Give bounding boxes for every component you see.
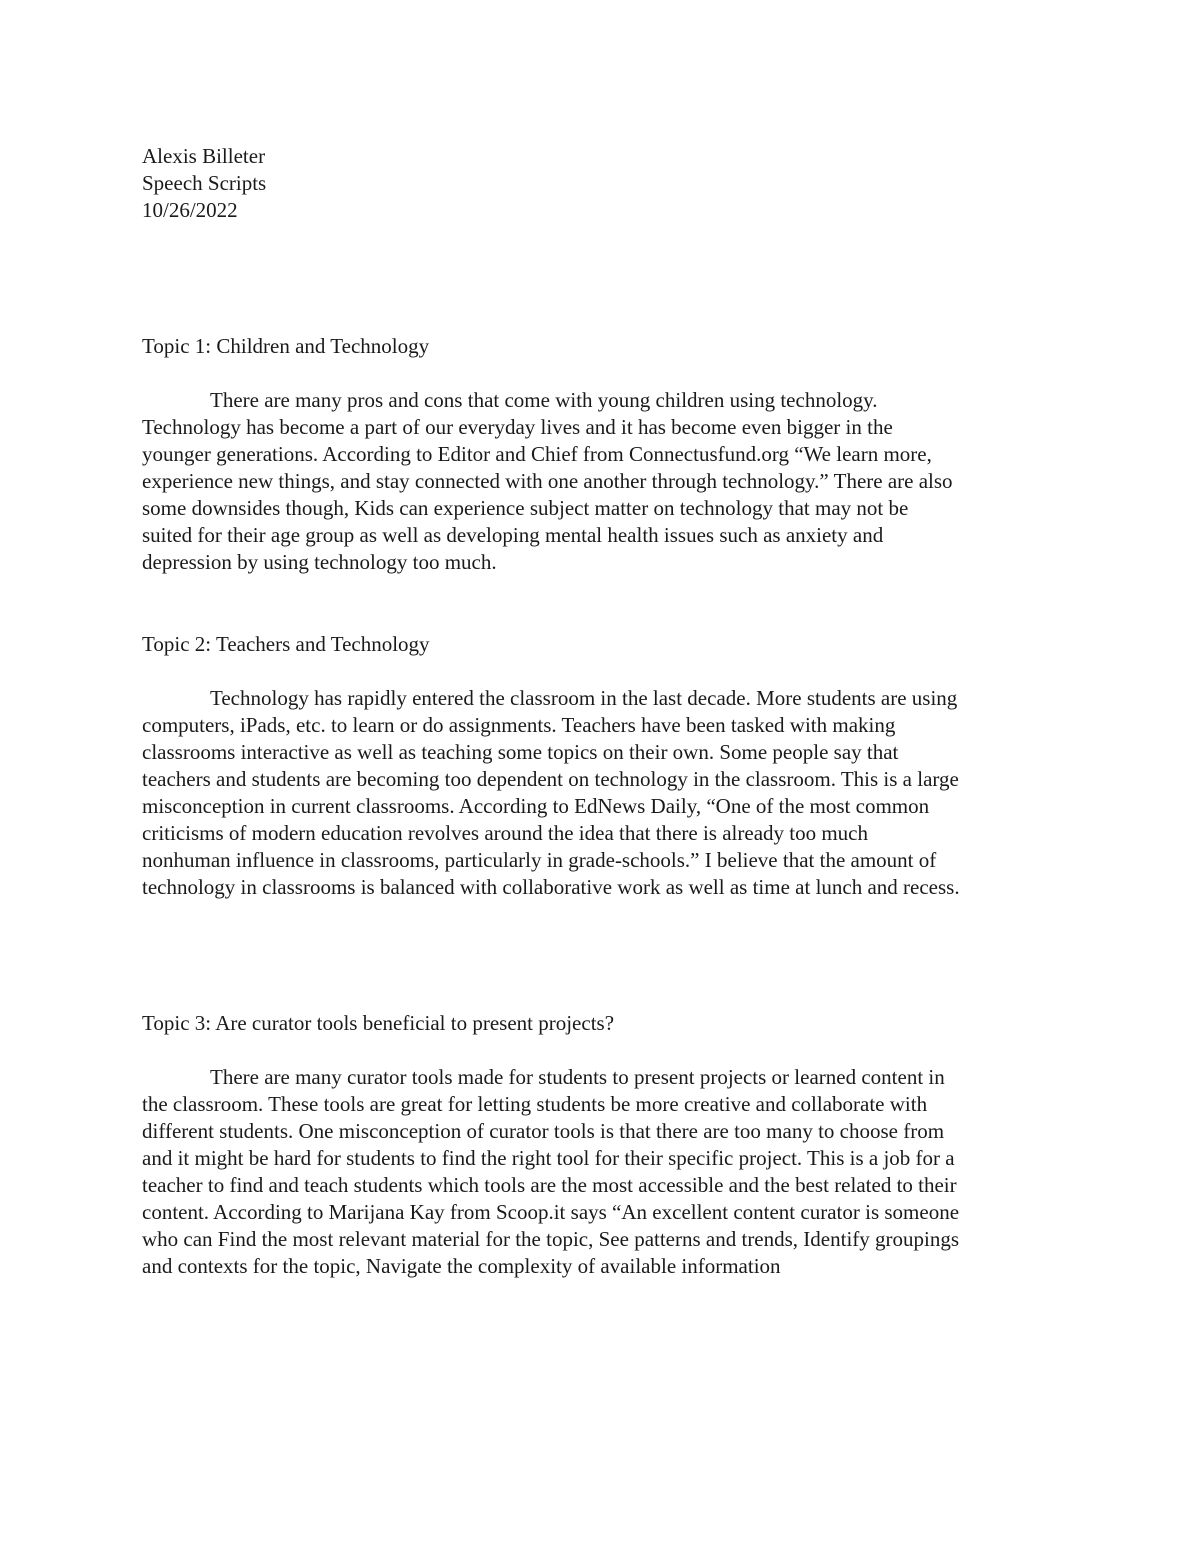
topic-paragraph-3 [142, 1064, 1062, 1280]
topic-section-3 [142, 1010, 1062, 1280]
topic-heading-2: Topic 2: Teachers and Technology [142, 632, 430, 656]
paragraph-line: content. According to Marijana Kay from Scoop.it says “An excellent content curator is someone [142, 1200, 960, 1224]
paragraph-line: who can Find the most relevant material for the topic, See patterns and trends, Identify groupings [142, 1227, 960, 1251]
paragraph-line: Technology has become a part of our everyday lives and it has become even bigger in the [142, 415, 893, 439]
paragraph-line: There are many pros and cons that come with young children using technology. [210, 388, 878, 412]
paragraph-line: some downsides though, Kids can experience subject matter on technology that may not be [142, 496, 909, 520]
paragraph-line: criticisms of modern education revolves around the idea that there is already too much [142, 821, 869, 845]
paragraph-line: computers, iPads, etc. to learn or do assignments. Teachers have been tasked with making [142, 713, 896, 737]
paragraph-line: technology in classrooms is balanced with collaborative work as well as time at lunch and recess. [142, 875, 960, 899]
topic-section-1 [142, 333, 1062, 576]
paragraph-line: depression by using technology too much. [142, 550, 497, 574]
topic-paragraph-1 [142, 387, 1062, 576]
paragraph-line: different students. One misconception of curator tools is that there are too many to choose from [142, 1119, 945, 1143]
paragraph-line: Technology has rapidly entered the classroom in the last decade. More students are using [210, 686, 958, 710]
paragraph-line: nonhuman influence in classrooms, particularly in grade-schools.” I believe that the amount of [142, 848, 937, 872]
paragraph-line: teacher to find and teach students which tools are the most accessible and the best related to their [142, 1173, 957, 1197]
paragraph-line: teachers and students are becoming too dependent on technology in the classroom. This is a large [142, 767, 959, 791]
paragraph-line: classrooms interactive as well as teaching some topics on their own. Some people say that [142, 740, 899, 764]
paragraph-line: experience new things, and stay connected with one another through technology.” There are also [142, 469, 953, 493]
paragraph-line: the classroom. These tools are great for letting students be more creative and collaborate with [142, 1092, 928, 1116]
paragraph-line: and contexts for the topic, Navigate the complexity of available information [142, 1254, 781, 1278]
paragraph-line: There are many curator tools made for students to present projects or learned content in [210, 1065, 945, 1089]
topic-heading-3: Topic 3: Are curator tools beneficial to present projects? [142, 1011, 615, 1035]
document-date: 10/26/2022 [142, 198, 238, 222]
topic-section-2 [142, 631, 1062, 901]
topic-paragraph-2 [142, 685, 1062, 901]
document-title: Speech Scripts [142, 171, 267, 195]
paragraph-line: suited for their age group as well as developing mental health issues such as anxiety and [142, 523, 884, 547]
document-header [142, 143, 1042, 224]
paragraph-line: and it might be hard for students to find the right tool for their specific project. This is a job for a [142, 1146, 955, 1170]
topic-heading-1: Topic 1: Children and Technology [142, 334, 430, 358]
author-name: Alexis Billeter [142, 144, 266, 168]
paragraph-line: misconception in current classrooms. According to EdNews Daily, “One of the most common [142, 794, 930, 818]
paragraph-line: younger generations. According to Editor and Chief from Connectusfund.org “We learn more, [142, 442, 932, 466]
